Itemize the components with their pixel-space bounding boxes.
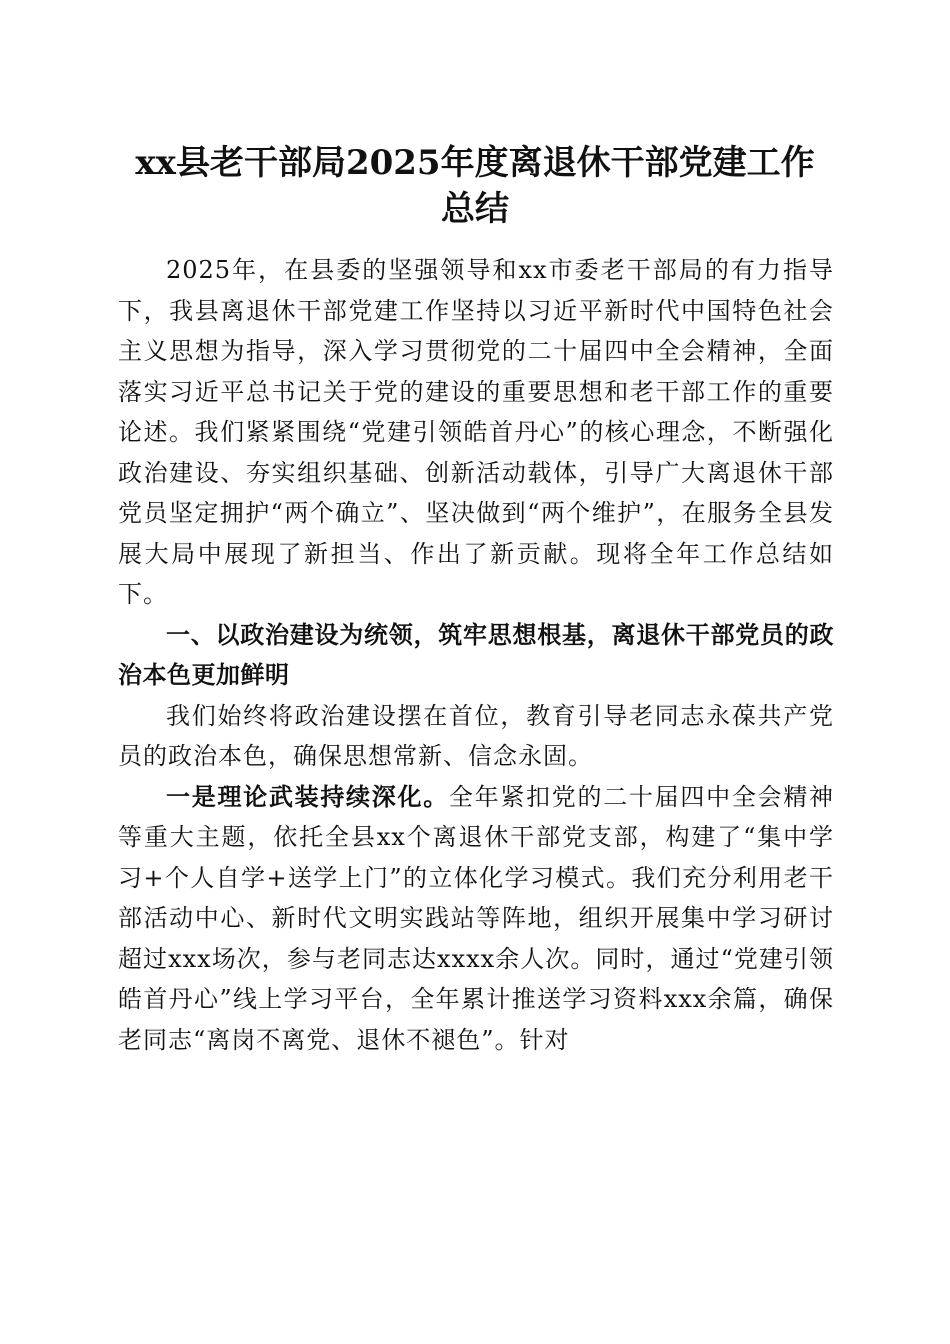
section-1-heading: 一、以政治建设为统领，筑牢思想根基，离退休干部党员的政治本色更加鲜明 xyxy=(118,620,834,689)
title-line-2: 总结 xyxy=(441,189,509,229)
point-1-lead: 一是理论武装持续深化。 xyxy=(166,782,449,811)
point-1-text: 全年紧扣党的二十届四中全会精神等重大主题，依托全县xx个离退休干部党支部，构建了“集中学习+个人自学+送学上门”的立体化学习模式。我们充分利用老干部活动中心、新时代文明实践站等阵地，组织开展集中学习研讨超过xxx场次，参与老同志达xxxx余人次。同时，通过“党建引领皓首丹心”线上学习平台，全年累计推送学习资料xxx余篇，确保老同志“离岗不离党、退休不褪色”。针对 xyxy=(118,782,835,1054)
title-line-1: xx县老干部局2025年度离退休干部党建工作 xyxy=(135,143,815,183)
point-1-paragraph xyxy=(118,777,834,1061)
section-1-paragraph: 我们始终将政治建设摆在首位，教育引导老同志永葆共产党员的政治本色，确保思想常新、信念永固。 xyxy=(118,701,834,770)
document-title xyxy=(110,140,840,232)
intro-paragraph: 2025年，在县委的坚强领导和xx市委老干部局的有力指导下，我县离退休干部党建工作坚持以习近平新时代中国特色社会主义思想为指导，深入学习贯彻党的二十届四中全会精神，全面落实习近平总书记关于党的建设的重要思想和老干部工作的重要论述。我们紧紧围绕“党建引领皓首丹心”的核心理念，不断强化政治建设、夯实组织基础、创新活动载体，引导广大离退休干部党员坚定拥护“两个确立”、坚决做到“两个维护”，在服务全县发展大局中展现了新担当、作出了新贡献。现将全年工作总结如下。 xyxy=(118,256,834,608)
document-body xyxy=(118,250,834,1060)
